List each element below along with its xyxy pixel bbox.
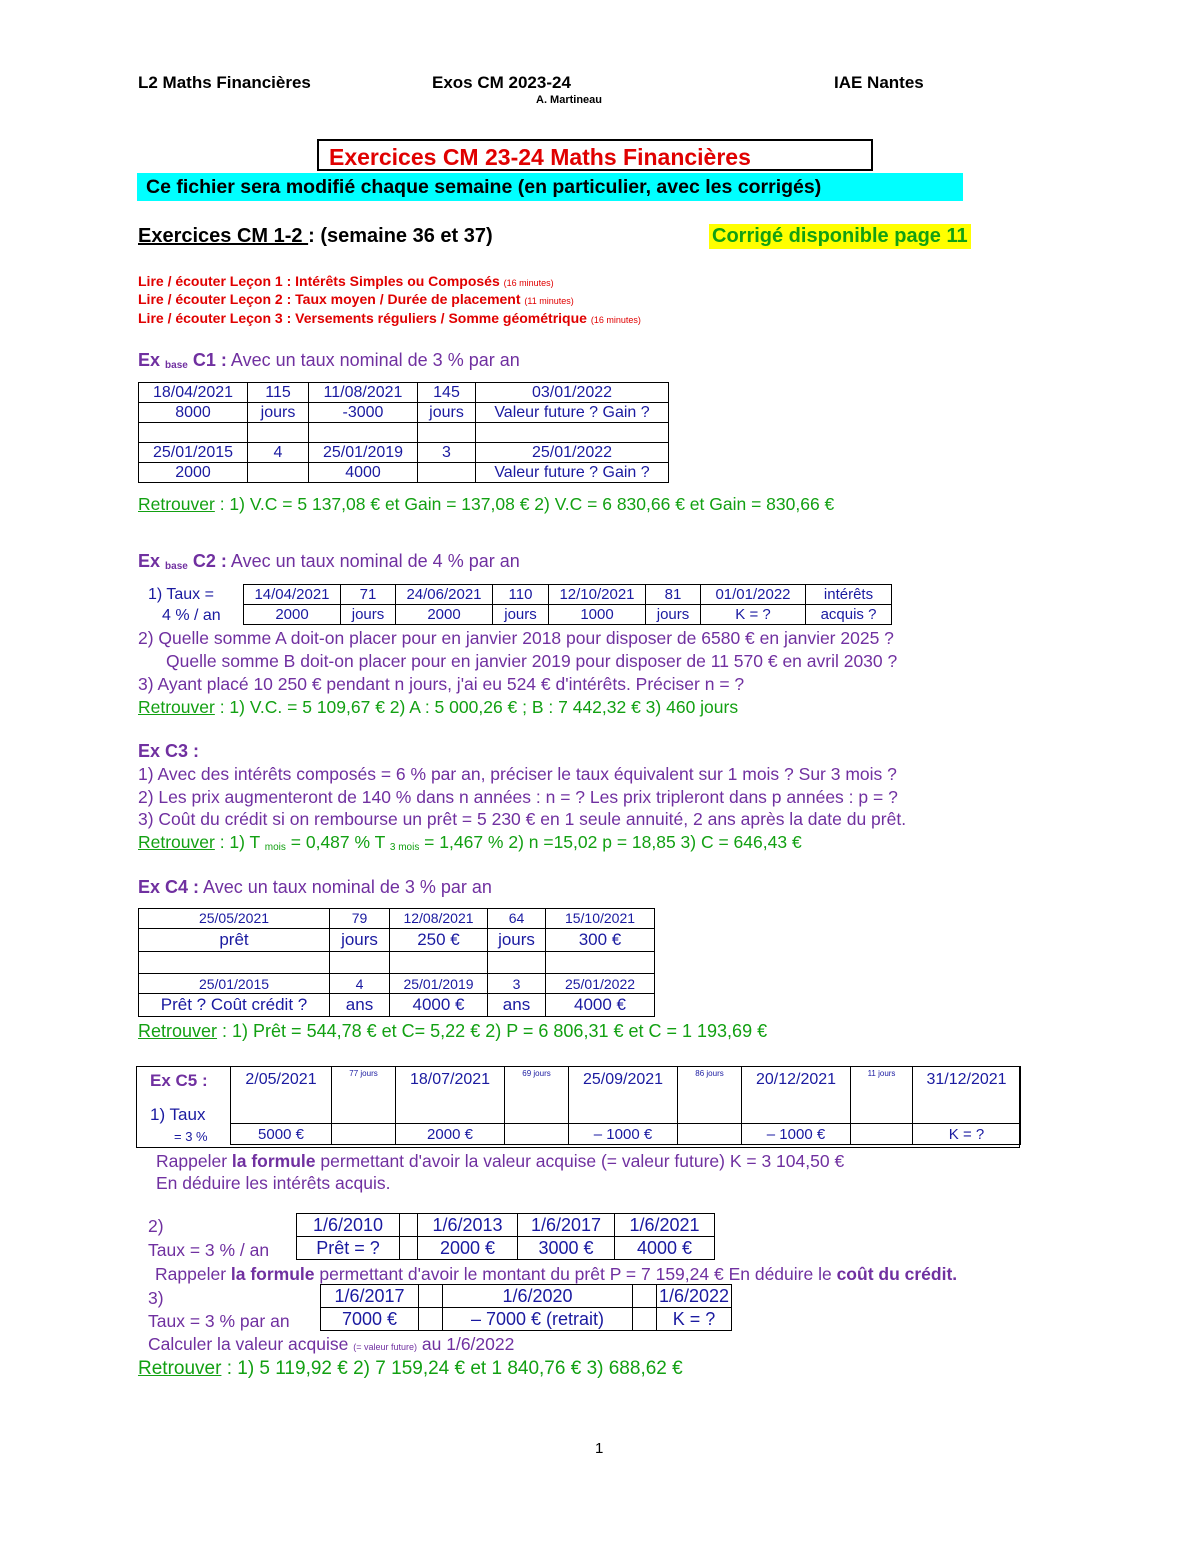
header-left: L2 Maths Financières xyxy=(138,73,311,92)
ex5-p3-label: 3) xyxy=(148,1288,164,1308)
lesson-1: Lire / écouter Leçon 1 : Intérêts Simples ou Composés (16 minutes) xyxy=(138,273,554,289)
table-row: 14/04/2021 71 24/06/2021 110 12/10/2021 81 01/01/2022 intérêts xyxy=(244,585,892,605)
ex4-answer: Retrouver : 1) Prêt = 544,78 € et C= 5,22 € 2) P = 6 806,31 € et C = 1 193,69 € xyxy=(138,1021,768,1041)
ex3-q3: 3) Coût du crédit si on rembourse un prêt = 5 230 € en 1 seule annuité, 2 ans après la date du prêt. xyxy=(138,809,907,829)
header-right: IAE Nantes xyxy=(834,73,924,92)
ex5-rappel-1: Rappeler la formule permettant d'avoir la valeur acquise (= valeur future) K = 3 104,50 € xyxy=(156,1151,845,1171)
ex2-answer: Retrouver : 1) V.C. = 5 109,67 € 2) A : 5 000,26 € ; B : 7 442,32 € 3) 460 jours xyxy=(138,697,739,717)
table-row xyxy=(139,952,655,974)
ex1-heading: Ex $_{base}$ C1 : Avec un taux nominal de 3 % par an xyxy=(138,350,520,371)
table-row xyxy=(139,423,669,443)
lesson-2: Lire / écouter Leçon 2 : Taux moyen / Durée de placement (11 minutes) xyxy=(138,291,574,307)
table-row: 7000 € – 7000 € (retrait) K = ? xyxy=(321,1308,732,1331)
ex5-deduire: En déduire les intérêts acquis. xyxy=(156,1173,391,1193)
table-row: 1/6/2010 1/6/2013 1/6/2017 1/6/2021 xyxy=(297,1214,715,1237)
table-row: 5000 € 2000 € – 1000 € – 1000 € K = ? xyxy=(231,1124,1021,1145)
ex4-heading: Ex C4 : Avec un taux nominal de 3 % par an xyxy=(138,877,492,897)
page-number: 1 xyxy=(595,1440,604,1457)
ex5-rappel-2: Rappeler la formule permettant d'avoir le montant du prêt P = 7 159,24 € En déduire le coût du crédit. xyxy=(155,1264,958,1284)
header-author: A. Martineau xyxy=(536,94,603,106)
ex5-p3-taux: Taux = 3 % par an xyxy=(148,1311,290,1331)
ex5-p2-table xyxy=(296,1213,715,1260)
table-row: 25/01/2015 4 25/01/2019 3 25/01/2022 xyxy=(139,443,669,463)
ex3-q1: 1) Avec des intérêts composés = 6 % par an, préciser le taux équivalent sur 1 mois ? Sur 3 mois ? xyxy=(138,764,897,784)
ex2-q2b: Quelle somme B doit-on placer pour en janvier 2019 pour disposer de 11 570 € en avril 2030 ? xyxy=(166,651,898,671)
ex5-heading: Ex C5 : xyxy=(150,1071,208,1090)
ex5-taux-2: = 3 % xyxy=(174,1129,208,1144)
ex5-p3-table xyxy=(320,1284,732,1331)
ex1-answer: Retrouver : 1) V.C = 5 137,08 € et Gain = 137,08 € 2) V.C = 6 830,66 € et Gain = 830,66 € xyxy=(138,494,835,514)
ex2-q3: 3) Ayant placé 10 250 € pendant n jours, j'ai eu 524 € d'intérêts. Préciser n = ? xyxy=(138,674,745,694)
ex2-side-2: 4 % / an xyxy=(162,607,221,624)
ex2-side-1: 1) Taux = xyxy=(148,586,214,603)
corrige-note: Corrigé disponible page 11 xyxy=(709,224,971,249)
ex5-taux-1: 1) Taux xyxy=(150,1105,206,1124)
ex5-p2-taux: Taux = 3 % / an xyxy=(148,1240,270,1260)
table-row: prêt jours 250 € jours 300 € xyxy=(139,929,655,952)
table-row: 1/6/2017 1/6/2020 1/6/2022 xyxy=(321,1285,732,1308)
table-row: 2/05/2021 77 jours 18/07/2021 69 jours 25/09/2021 86 jours 20/12/2021 11 jours 31/12/2021 xyxy=(231,1067,1021,1124)
ex3-heading: Ex C3 : xyxy=(138,741,200,761)
table-row: 18/04/2021 115 11/08/2021 145 03/01/2022 xyxy=(139,383,669,403)
ex2-table xyxy=(243,584,892,625)
table-row: 25/01/2015 4 25/01/2019 3 25/01/2022 xyxy=(139,974,655,994)
ex3-q2: 2) Les prix augmenteront de 140 % dans n années : n = ? Les prix tripleront dans p années : p = ? xyxy=(138,787,898,807)
table-row: 2000 jours 2000 jours 1000 jours K = ? acquis ? xyxy=(244,605,892,625)
lesson-3: Lire / écouter Leçon 3 : Versements réguliers / Somme géométrique (16 minutes) xyxy=(138,310,641,326)
ex1-table xyxy=(138,382,669,483)
banner: Ce fichier sera modifié chaque semaine (en particulier, avec les corrigés) xyxy=(137,173,963,201)
ex5-calculer: Calculer la valeur acquise (= valeur future) au 1/6/2022 xyxy=(148,1334,515,1354)
table-row: 8000 jours -3000 jours Valeur future ? Gain ? xyxy=(139,403,669,423)
table-row: Prêt = ? 2000 € 3000 € 4000 € xyxy=(297,1237,715,1260)
table-row: 25/05/2021 79 12/08/2021 64 15/10/2021 xyxy=(139,909,655,929)
table-row: Prêt ? Coût crédit ? ans 4000 € ans 4000 € xyxy=(139,994,655,1017)
section-heading: Exercices CM 1-2 : (semaine 36 et 37) xyxy=(138,225,493,247)
ex3-answer: Retrouver : 1) T $_{mois}$ = 0,487 % T $_{3 mois}$ = 1,467 % 2) n =15,02 p = 18,85 3) C = 646,43 € xyxy=(138,832,802,853)
ex5-p2-label: 2) xyxy=(148,1216,164,1236)
header-center: Exos CM 2023-24 xyxy=(432,73,571,92)
table-row: 2000 4000 Valeur future ? Gain ? xyxy=(139,463,669,483)
ex5-answer: Retrouver : 1) 5 119,92 € 2) 7 159,24 € et 1 840,76 € 3) 688,62 € xyxy=(138,1358,683,1379)
ex2-q2a: 2) Quelle somme A doit-on placer pour en janvier 2018 pour disposer de 6580 € en janvier 2025 ? xyxy=(138,628,894,648)
doc-title: Exercices CM 23-24 Maths Financières xyxy=(317,139,873,171)
ex2-heading: Ex $_{base}$ C2 : Avec un taux nominal de 4 % par an xyxy=(138,551,520,572)
ex4-table xyxy=(138,908,655,1017)
ex5-table xyxy=(230,1066,1021,1145)
